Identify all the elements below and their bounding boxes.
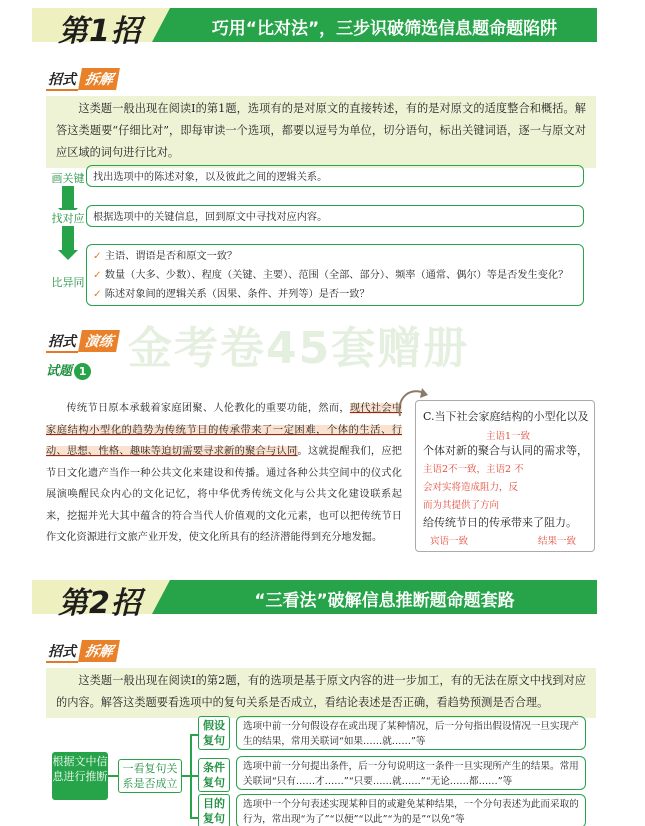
tree-connector xyxy=(190,775,198,777)
tree-connector xyxy=(190,817,198,819)
step-box-3 xyxy=(86,244,584,306)
section2-tag: 第2招 xyxy=(32,580,152,614)
category-hypothesis: 假设复句 xyxy=(198,716,230,750)
step-box-1: 找出选项中的陈述对象，以及彼此之间的逻辑关系。 xyxy=(86,165,584,187)
desc-hypothesis: 选项中前一分句假设存在或出现了某种情况，后一分句指出假设情况一旦实现产生的结果，常用关联词“如果……就……”等 xyxy=(236,716,586,750)
section1-sub-heading-2: 招式 演练 xyxy=(46,330,118,352)
section2-sub-heading: 招式 拆解 xyxy=(46,640,118,662)
highlighted-sentence: 现代社会中家庭结构小型化的趋势为传统节日的传承带来了一定困难，个体的生活、行动、思想、性格、趣味等迫切需要寻求新的聚合与认同 xyxy=(46,403,403,457)
section2-intro: 这类题一般出现在阅读Ⅰ的第2题，有的选项是基于原文内容的进一步加工，有的无法在原文中找到对应的内容。解答这类题要看选项中的复句关系是否成立，看结论表述是否正确，看趋势预测是否合理。 xyxy=(46,668,596,718)
step-label-1: 画关键 xyxy=(49,170,87,186)
check-line-1: ✓ 主语、谓语是否和原文一致？ xyxy=(93,251,238,262)
desc-purpose: 选项中一个分句表述实现某种目的或避免某种结果，一个分句表述为此而采取的行为，常出现“为了”“以便”“以此”“为的是”“以免”等 xyxy=(236,794,586,826)
check-icon: ✓ xyxy=(93,270,102,281)
tree-connector xyxy=(108,775,118,777)
section1-intro: 这类题一般出现在阅读Ⅰ的第1题，选项有的是对原文的直接转述，有的是对原文的适度整合和概括。解答这类题要“仔细比对”，即每审读一个选项，都要以逗号为单位，切分语句，标出关键词语，逐一与原文对应区域的词句进行比对。 xyxy=(46,96,596,168)
flow-arrow-2 xyxy=(58,250,78,260)
quiz-label: 试题 1 xyxy=(46,360,91,380)
quiz-number: 1 xyxy=(74,363,91,380)
watermark: 金考卷45套赠册 xyxy=(128,323,470,374)
desc-condition: 选项中前一分句提出条件，后一分句说明这一条件一旦实现所产生的结果。常用关联词“只有……才……”“只要……就……”“无论……都……”等 xyxy=(236,756,586,790)
flow-bar-2 xyxy=(62,222,74,252)
section1-sub-heading: 招式 拆解 xyxy=(46,68,118,90)
check-icon: ✓ xyxy=(93,251,102,262)
option-c-analysis: C.当下社会家庭结构的小型化以及 主语1一致 个体对新的聚合与认同的需求等， 主语2不一致，主语2 不 会对实将造成阻力，反 而为其提供了方向 给传统节日的传承带来了阻力。 宾语一致 结果一致 xyxy=(415,400,595,552)
tree-root: 根据文中信息进行推断 xyxy=(52,752,108,800)
reading-passage: 传统节日原本承载着家庭团聚、人伦教化的重要功能，然而，现代社会中家庭结构小型化的趋势为传统节日的传承带来了一定困难，个体的生活、行动、思想、性格、趣味等迫切需要寻求新的聚合与认同。这就提醒我们，应把节日文化遗产当作一种公共文化来建设和传播。通过各种公共空间中的仪式化展演唤醒民众内心的文化记忆，将中华优秀传统文化与公共文化建设联系起来，挖掘并光大其中蕴含的符合当代人价值观的文化元素，也可以把传统节日作文化资源进行文旅产业开发，使文化所具有的经济潜能得到充分地发掘。 xyxy=(46,403,403,543)
section2-title: “三看法”破解信息推断题命题套路 xyxy=(254,591,515,611)
section1-banner xyxy=(32,8,597,49)
check-line-2: ✓ 数量（大多、少数）、程度（关键、主要）、范围（全部、部分）、频率（通常、偶尔）等是否发生变化？ xyxy=(93,270,569,281)
check-icon: ✓ xyxy=(93,289,102,300)
check-line-3: ✓ 陈述对象间的逻辑关系（因果、条件、并列等）是否一致？ xyxy=(93,289,370,300)
tree-connector xyxy=(190,734,198,736)
section1-tag: 第1招 xyxy=(32,8,152,42)
tree-mid: 一看复句关系是否成立 xyxy=(118,759,182,793)
step-label-3: 比异同 xyxy=(49,274,87,290)
step-label-2: 找对应 xyxy=(49,210,87,226)
category-condition: 条件复句 xyxy=(198,758,230,792)
category-purpose: 目的复句 xyxy=(198,794,230,826)
section1-title: 巧用“比对法”，三步识破筛选信息题命题陷阱 xyxy=(211,19,558,39)
section2-banner xyxy=(32,580,597,621)
step-box-2: 根据选项中的关键信息，回到原文中寻找对应内容。 xyxy=(86,205,584,227)
